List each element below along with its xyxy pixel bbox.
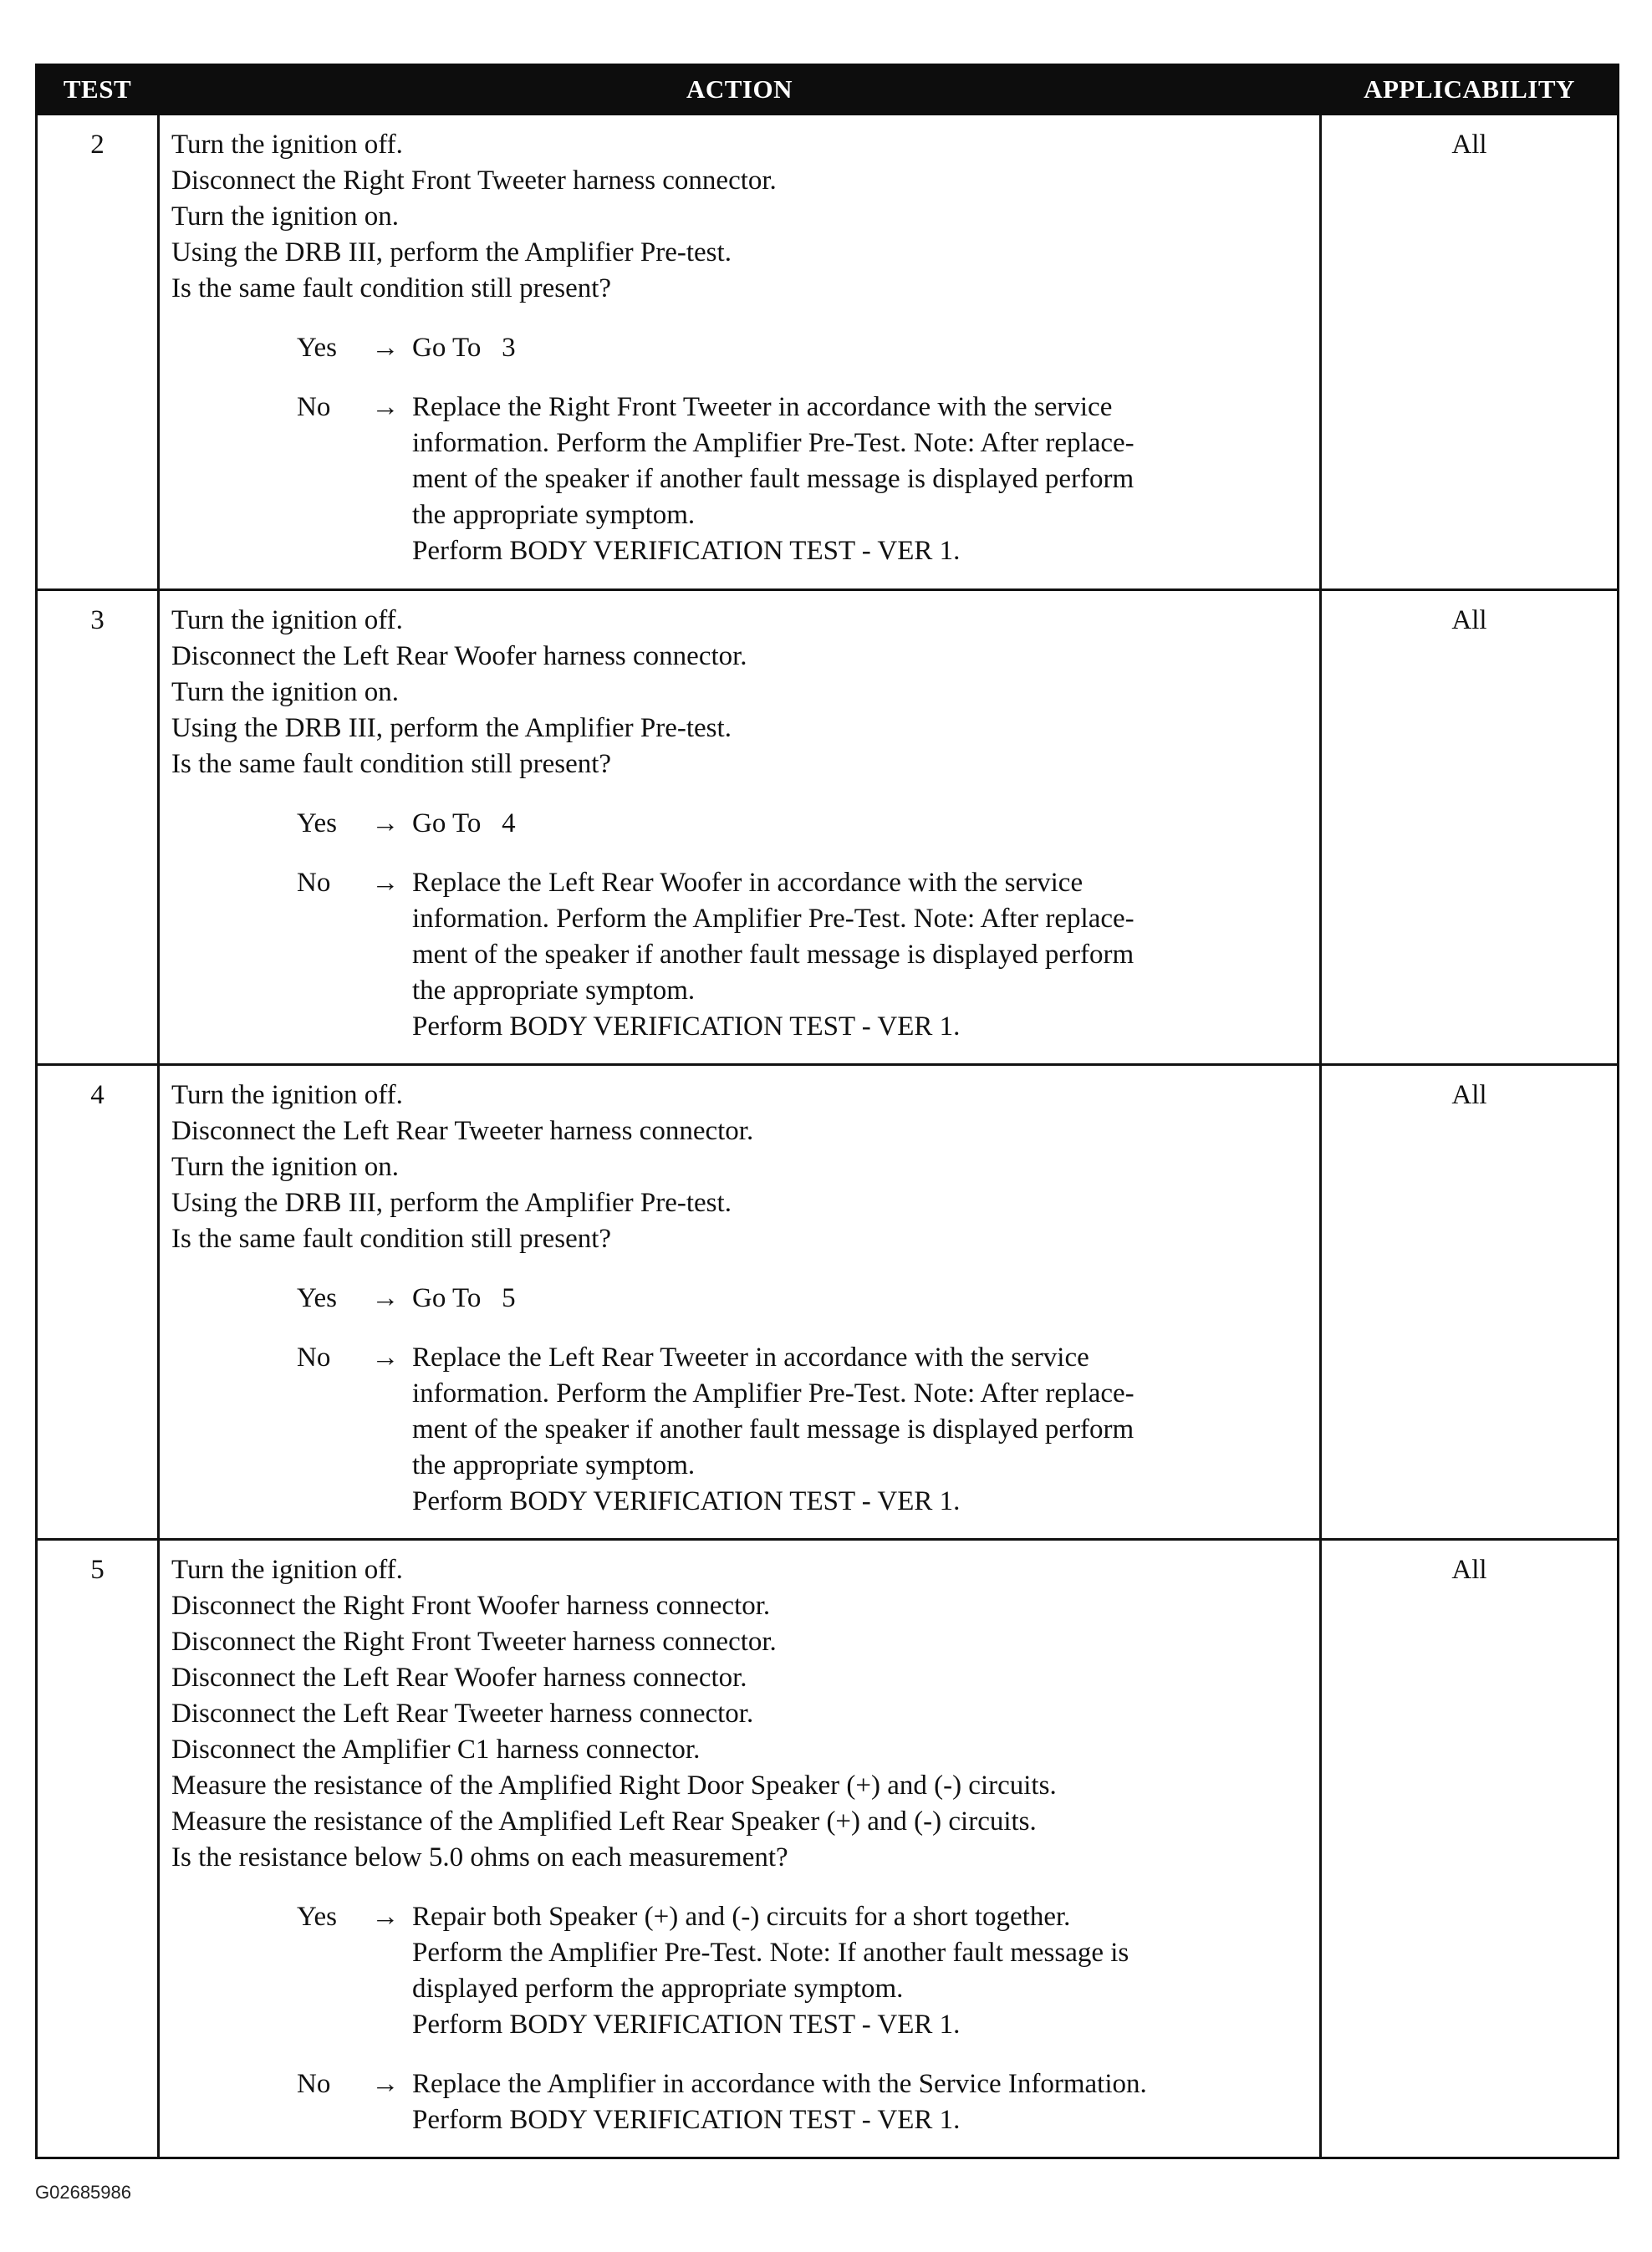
action-step: Measure the resistance of the Amplified Right Door Speaker (+) and (-) circuits. <box>171 1771 1057 1801</box>
table-row <box>37 1540 1619 2158</box>
no-result <box>412 865 1311 1045</box>
action-step: Disconnect the Left Rear Tweeter harness connector. <box>171 1116 754 1146</box>
result-line: Replace the Right Front Tweeter in accordance with the service <box>412 392 1113 422</box>
no-branch <box>171 1340 1311 1520</box>
result-line: ment of the speaker if another fault message is displayed perform <box>412 464 1134 494</box>
result-line: Replace the Left Rear Tweeter in accordance with the service <box>412 1343 1089 1373</box>
no-result <box>412 390 1311 569</box>
action-step: Disconnect the Right Front Tweeter harness connector. <box>171 166 777 196</box>
no-label: No <box>297 392 331 422</box>
action-cell <box>159 1065 1321 1540</box>
table-header-row <box>37 65 1619 115</box>
result-line: Go To 4 <box>412 808 516 838</box>
result-line: ment of the speaker if another fault message is displayed perform <box>412 940 1134 970</box>
result-line: Repair both Speaker (+) and (-) circuits for a short together. <box>412 1902 1071 1932</box>
yes-label: Yes <box>297 1283 338 1313</box>
result-line: Go To 3 <box>412 333 516 363</box>
action-cell <box>159 1540 1321 2158</box>
procedure-sheet <box>35 64 1617 2159</box>
header-action: ACTION <box>159 65 1321 115</box>
applicability-cell: All <box>1321 1540 1619 2158</box>
action-step: Disconnect the Left Rear Woofer harness connector. <box>171 641 747 671</box>
yes-label: Yes <box>297 808 338 838</box>
result-line: Go To 5 <box>412 1283 516 1313</box>
no-branch <box>171 2066 1311 2138</box>
action-step: Turn the ignition off. <box>171 1555 403 1585</box>
no-label: No <box>297 2069 331 2099</box>
yes-branch <box>171 1899 1311 2043</box>
diagnostic-procedure-table <box>35 64 1619 2159</box>
right-arrow-icon: → <box>371 808 400 838</box>
action-step: Disconnect the Right Front Woofer harness connector. <box>171 1591 771 1621</box>
header-applicability: APPLICABILITY <box>1321 65 1619 115</box>
result-line: Perform BODY VERIFICATION TEST - VER 1. <box>412 1011 961 1042</box>
yes-result <box>412 806 1311 842</box>
result-line: information. Perform the Amplifier Pre-Test. Note: After replace- <box>412 904 1134 934</box>
yes-result <box>412 330 1311 366</box>
no-result <box>412 1340 1311 1520</box>
right-arrow-icon: → <box>371 2069 400 2099</box>
right-arrow-icon: → <box>371 1283 400 1313</box>
right-arrow-icon: → <box>371 333 400 363</box>
action-step: Disconnect the Amplifier C1 harness connector. <box>171 1735 701 1765</box>
action-step: Using the DRB III, perform the Amplifier Pre-test. <box>171 713 732 743</box>
yes-label: Yes <box>297 333 338 363</box>
table-row <box>37 115 1619 590</box>
no-branch <box>171 865 1311 1045</box>
yes-result <box>412 1899 1311 2043</box>
test-number: 3 <box>37 590 159 1065</box>
action-step: Disconnect the Left Rear Woofer harness connector. <box>171 1663 747 1693</box>
action-step: Turn the ignition off. <box>171 605 403 635</box>
action-step: Turn the ignition off. <box>171 130 403 160</box>
figure-code: G02685986 <box>35 2182 131 2203</box>
action-step: Measure the resistance of the Amplified Left Rear Speaker (+) and (-) circuits. <box>171 1806 1037 1837</box>
no-label: No <box>297 868 331 898</box>
result-line: Perform BODY VERIFICATION TEST - VER 1. <box>412 536 961 566</box>
action-step: Is the same fault condition still present? <box>171 273 612 303</box>
applicability-cell: All <box>1321 1065 1619 1540</box>
action-step: Is the resistance below 5.0 ohms on each measurement? <box>171 1842 788 1872</box>
action-step: Turn the ignition on. <box>171 677 399 707</box>
result-line: the appropriate symptom. <box>412 976 696 1006</box>
action-step: Using the DRB III, perform the Amplifier Pre-test. <box>171 237 732 267</box>
result-line: information. Perform the Amplifier Pre-Test. Note: After replace- <box>412 1378 1134 1409</box>
action-step: Turn the ignition on. <box>171 1152 399 1182</box>
no-branch <box>171 390 1311 569</box>
test-number: 4 <box>37 1065 159 1540</box>
action-step: Is the same fault condition still present? <box>171 749 612 779</box>
yes-branch <box>171 806 1311 842</box>
result-line: Replace the Amplifier in accordance with the Service Information. <box>412 2069 1147 2099</box>
result-line: ment of the speaker if another fault message is displayed perform <box>412 1414 1134 1444</box>
no-result <box>412 2066 1311 2138</box>
table-row <box>37 1065 1619 1540</box>
no-label: No <box>297 1343 331 1373</box>
result-line: Replace the Left Rear Woofer in accordance with the service <box>412 868 1083 898</box>
header-test: TEST <box>37 65 159 115</box>
result-line: information. Perform the Amplifier Pre-Test. Note: After replace- <box>412 428 1134 458</box>
right-arrow-icon: → <box>371 1343 400 1373</box>
result-line: Perform the Amplifier Pre-Test. Note: If another fault message is <box>412 1938 1129 1968</box>
result-line: Perform BODY VERIFICATION TEST - VER 1. <box>412 1486 961 1516</box>
action-cell <box>159 590 1321 1065</box>
table-row <box>37 590 1619 1065</box>
result-line: the appropriate symptom. <box>412 1450 696 1480</box>
action-step: Disconnect the Right Front Tweeter harness connector. <box>171 1627 777 1657</box>
result-line: Perform BODY VERIFICATION TEST - VER 1. <box>412 2105 961 2135</box>
action-step: Turn the ignition on. <box>171 201 399 232</box>
action-cell <box>159 115 1321 590</box>
action-step: Disconnect the Left Rear Tweeter harness connector. <box>171 1699 754 1729</box>
right-arrow-icon: → <box>371 868 400 898</box>
action-step: Is the same fault condition still present? <box>171 1224 612 1254</box>
yes-result <box>412 1281 1311 1317</box>
yes-branch <box>171 330 1311 366</box>
applicability-cell: All <box>1321 115 1619 590</box>
yes-branch <box>171 1281 1311 1317</box>
test-number: 2 <box>37 115 159 590</box>
action-step: Using the DRB III, perform the Amplifier Pre-test. <box>171 1188 732 1218</box>
result-line: the appropriate symptom. <box>412 500 696 530</box>
test-number: 5 <box>37 1540 159 2158</box>
right-arrow-icon: → <box>371 392 400 422</box>
result-line: Perform BODY VERIFICATION TEST - VER 1. <box>412 2010 961 2040</box>
applicability-cell: All <box>1321 590 1619 1065</box>
yes-label: Yes <box>297 1902 338 1932</box>
right-arrow-icon: → <box>371 1902 400 1932</box>
action-step: Turn the ignition off. <box>171 1080 403 1110</box>
result-line: displayed perform the appropriate symptom. <box>412 1974 904 2004</box>
